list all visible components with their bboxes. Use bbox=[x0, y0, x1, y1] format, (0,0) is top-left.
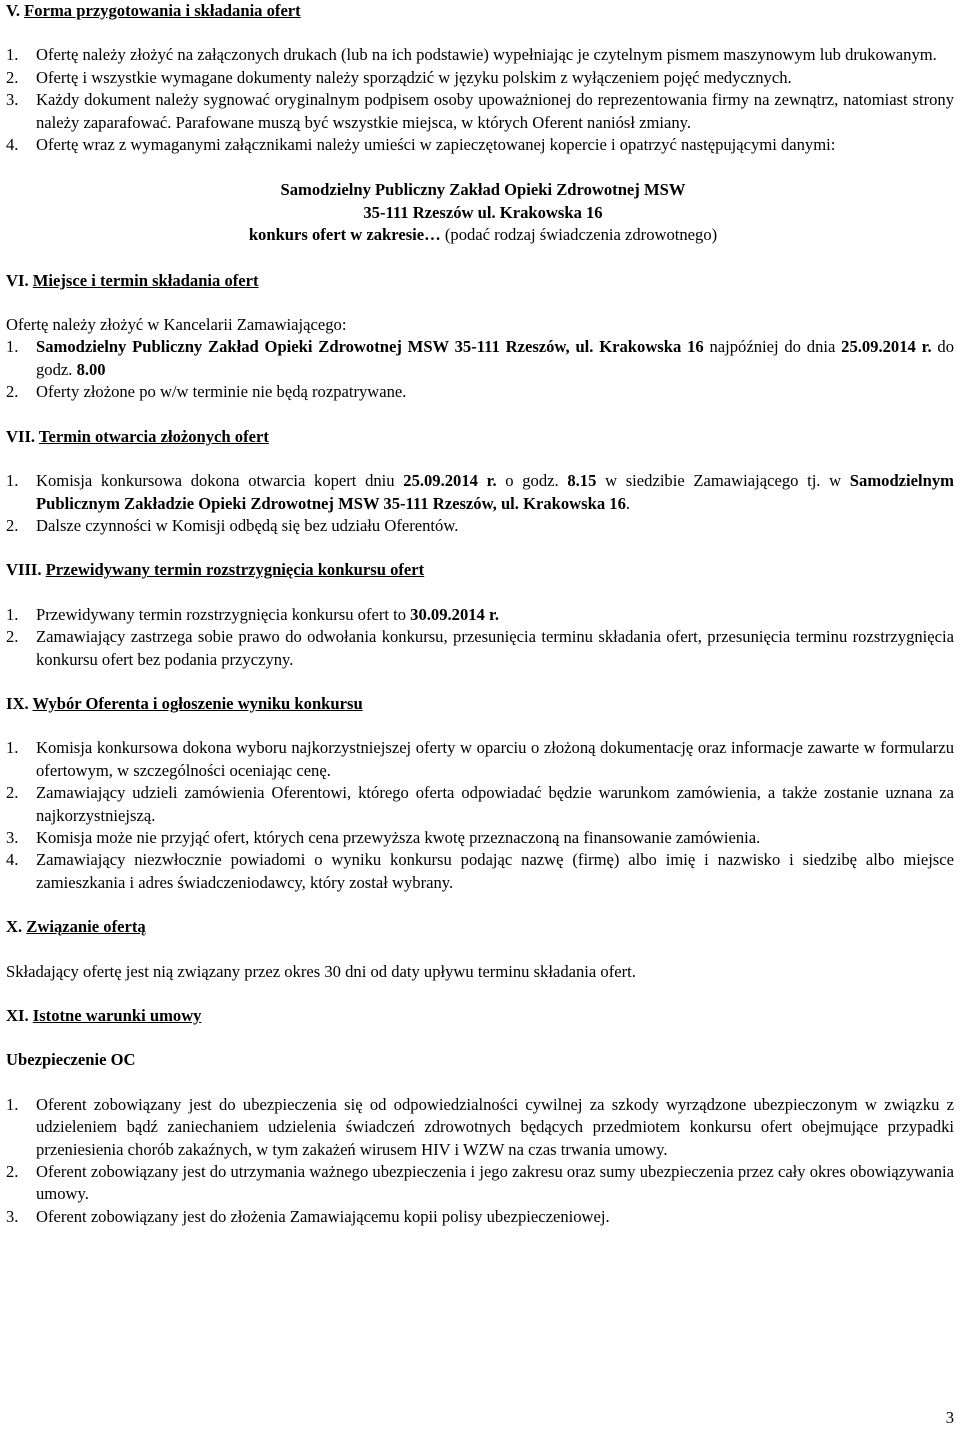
item-number: 1. bbox=[6, 1094, 19, 1114]
list-item bbox=[6, 89, 954, 134]
section-number: V. bbox=[6, 1, 20, 20]
section-number: X. bbox=[6, 917, 23, 937]
list-item: 2. Oferty złożone po w/w terminie nie będą rozpatrywane. bbox=[6, 381, 954, 403]
page-number: 3 bbox=[945, 1407, 954, 1427]
section-ix-heading bbox=[6, 693, 954, 715]
section-vi-heading bbox=[6, 270, 954, 292]
section-xi-subtitle: Ubezpieczenie OC bbox=[6, 1050, 136, 1070]
section-title: Przewidywany termin rozstrzygnięcia konkursu ofert bbox=[45, 560, 425, 580]
item-number: 3. bbox=[6, 90, 19, 110]
list-item: 1. Komisja konkursowa dokona wyboru najkorzystniejszej oferty w oparciu o złożoną dokumentację oraz informacje zawarte w formularzu ofertowym, w szczególności oceniając cenę. bbox=[6, 738, 954, 780]
section-title: Forma przygotowania i składania ofert bbox=[24, 1, 301, 20]
section-x-heading bbox=[6, 916, 954, 938]
section-title: Termin otwarcia złożonych ofert bbox=[38, 426, 269, 446]
list-item: 2. Oferent zobowiązany jest do utrzymania ważnego ubezpieczenia i jego zakresu oraz sumy ubezpieczenia przez cały okres obowiązywania umowy. bbox=[6, 1162, 954, 1204]
item-number: 2. bbox=[6, 382, 19, 402]
item-text: Ofertę i wszystkie wymagane dokumenty należy sporządzić w języku polskim z wyłączeniem pojęć medycznych. bbox=[36, 67, 792, 87]
list-item: 2. Zamawiający zastrzega sobie prawo do odwołania konkursu, przesunięcia terminu składania ofert, przesunięcia terminu rozstrzygnięcia konkursu ofert bez podania przyczyny. bbox=[6, 627, 954, 669]
section-number: IX. bbox=[6, 693, 29, 713]
section-xi-heading bbox=[6, 1005, 954, 1027]
section-viii-list bbox=[6, 604, 954, 671]
document-page bbox=[6, 0, 954, 1228]
list-item: 1. Samodzielny Publiczny Zakład Opieki Zdrowotnej MSW 35-111 Rzeszów, ul. Krakowska 16 najpóźniej do dnia 25.09.2014 r. do godz. 8.00 bbox=[6, 337, 954, 379]
item-number: 2. bbox=[6, 515, 19, 535]
section-number: XI. bbox=[6, 1006, 29, 1025]
section-number: VII. bbox=[6, 426, 36, 446]
item-number: 1. bbox=[6, 471, 19, 491]
section-title: Istotne warunki umowy bbox=[32, 1006, 202, 1025]
item-number: 4. bbox=[6, 135, 19, 155]
item-number: 2. bbox=[6, 1162, 19, 1182]
list-item: 2. Dalsze czynności w Komisji odbędą się bez udziału Oferentów. bbox=[6, 515, 954, 537]
item-number: 3. bbox=[6, 827, 19, 847]
envelope-label bbox=[6, 179, 954, 246]
section-ix-list bbox=[6, 737, 954, 894]
list-item bbox=[6, 44, 954, 66]
item-number: 1. bbox=[6, 45, 19, 65]
list-item: 1. Oferent zobowiązany jest do ubezpieczenia się od odpowiedzialności cywilnej za szkody wyrządzone ubezpieczonym w związku z udzieleniem bądź zaniechaniem udzielenia świadczeń zdrowotnych będących przedmiotem konkursu ofert obejmujące przypadki przeniesienia chorób zakaźnych, w tym zakażeń wirusem HIV i WZW na czas trwania umowy. bbox=[6, 1094, 954, 1159]
item-number: 2. bbox=[6, 783, 19, 803]
list-item: 3. Oferent zobowiązany jest do złożenia Zamawiającemu kopii polisy ubezpieczeniowej. bbox=[6, 1206, 954, 1228]
list-item: 4. Zamawiający niezwłocznie powiadomi o wyniku konkursu podając nazwę (firmę) albo imię i nazwisko i siedzibę albo miejsce zamieszkania i adres świadczeniodawcy, który został wybrany. bbox=[6, 850, 954, 892]
list-item bbox=[6, 67, 954, 89]
section-vi-list bbox=[6, 336, 954, 403]
list-item: 2. Zamawiający udzieli zamówienia Oferentowi, którego oferta odpowiadać będzie warunkom zamówienia, a także zostanie uznana za najkorzystniejszą. bbox=[6, 783, 954, 825]
item-number: 2. bbox=[6, 627, 19, 647]
item-number: 2. bbox=[6, 67, 19, 87]
list-item: 1. Komisja konkursowa dokona otwarcia kopert dniu 25.09.2014 r. o godz. 8.15 w siedzibie Zamawiającego tj. w Samodzielnym Publicznym Zakładzie Opieki Zdrowotnej MSW 35-111 Rzeszów, ul. Krakowska 16. bbox=[6, 471, 954, 513]
item-number: 1. bbox=[6, 604, 19, 624]
section-xi-list bbox=[6, 1094, 954, 1228]
section-vii-heading bbox=[6, 426, 954, 448]
section-viii-heading bbox=[6, 559, 954, 581]
section-v-list bbox=[6, 44, 954, 156]
section-title: Wybór Oferenta i ogłoszenie wyniku konkursu bbox=[32, 693, 363, 713]
section-vii-list bbox=[6, 470, 954, 537]
item-text: Ofertę należy złożyć na załączonych drukach (lub na ich podstawie) wypełniając je czytelnym pismem maszynowym lub drukowanym. bbox=[36, 45, 937, 65]
envelope-line-1: Samodzielny Publiczny Zakład Opieki Zdrowotnej MSW bbox=[280, 180, 686, 200]
section-number: VI. bbox=[6, 270, 29, 290]
item-number: 1. bbox=[6, 738, 19, 758]
section-title: Związanie ofertą bbox=[26, 917, 146, 937]
section-title: Miejsce i termin składania ofert bbox=[32, 270, 259, 290]
envelope-line-2: 35-111 Rzeszów ul. Krakowska 16 bbox=[363, 202, 603, 222]
list-item: 3. Komisja może nie przyjąć ofert, których cena przewyższa kwotę przeznaczoną na finansowanie zamówienia. bbox=[6, 827, 954, 849]
item-text: Ofertę wraz z wymaganymi załącznikami należy umieści w zapieczętowanej kopercie i opatrzyć następującymi danymi: bbox=[36, 135, 836, 155]
envelope-line-3: konkurs ofert w zakresie… (podać rodzaj świadczenia zdrowotnego) bbox=[248, 225, 718, 245]
item-number: 3. bbox=[6, 1206, 19, 1226]
list-item: 1. Przewidywany termin rozstrzygnięcia konkursu ofert to 30.09.2014 r. bbox=[6, 604, 954, 626]
section-v-heading bbox=[6, 0, 954, 22]
item-number: 4. bbox=[6, 850, 19, 870]
list-item bbox=[6, 134, 954, 156]
item-text: Każdy dokument należy sygnować oryginalnym podpisem osoby upoważnionej do reprezentowania firmy na zewnątrz, natomiast strony należy zaparafować. Parafowane muszą być wszystkie miejsca, w których Oferent naniósł zmiany. bbox=[36, 90, 954, 132]
section-number: VIII. bbox=[6, 560, 42, 580]
section-x-text: Składający ofertę jest nią związany przez okres 30 dni od daty upływu terminu składania ofert. bbox=[6, 961, 636, 981]
item-number: 1. bbox=[6, 337, 19, 357]
section-vi-intro: Ofertę należy złożyć w Kancelarii Zamawiającego: bbox=[6, 315, 347, 335]
